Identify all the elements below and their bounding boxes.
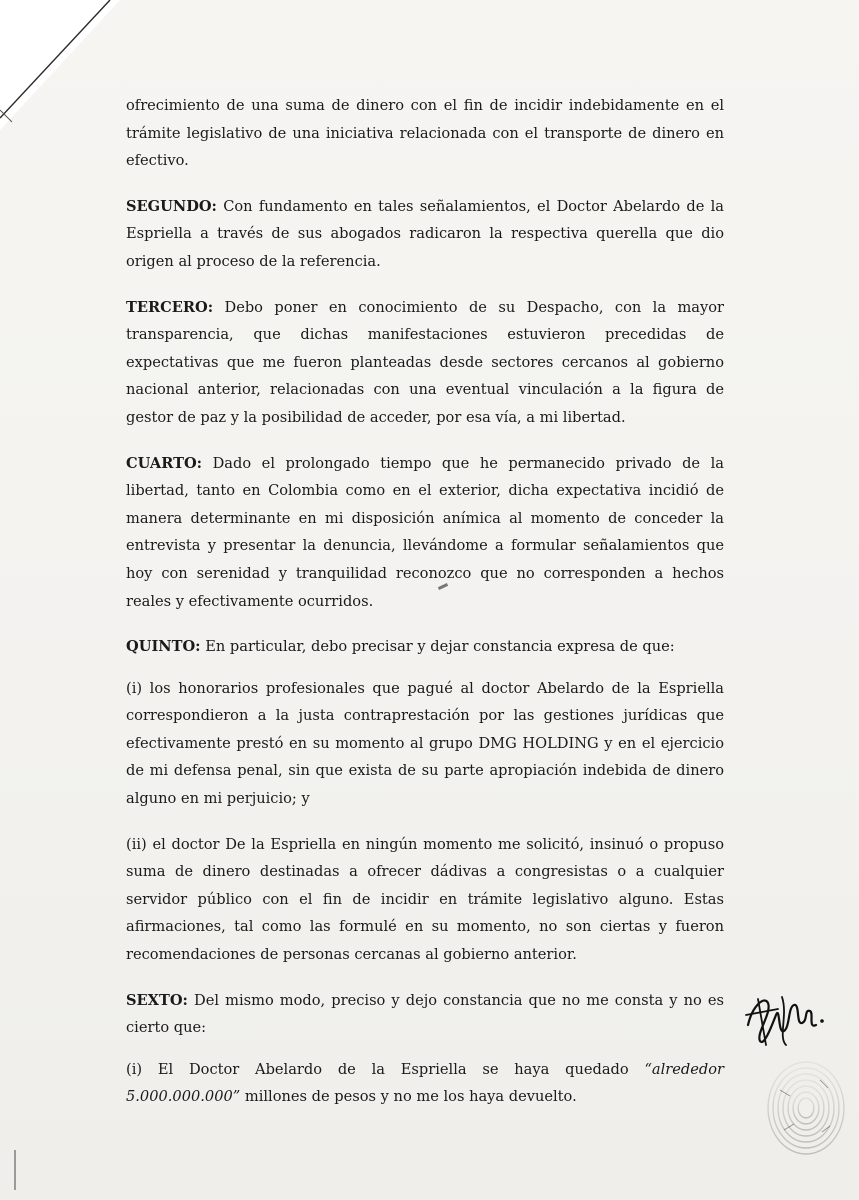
paragraph-text: (ii) el doctor De la Espriella en ningún momento me solicitó, insinuó o propuso suma de dinero destinadas a ofrecer dádivas a congresistas o a cualquier servidor público con el fin de incidir en trámite legislativo alguno. Estas afirmaciones, tal como las formulé en su momento, no son ciertas y fueron recomendaciones de personas cercanas al gobierno anterior. [126, 835, 724, 964]
paragraph-heading: TERCERO: [126, 298, 214, 316]
paragraph-segundo [126, 193, 724, 276]
paragraph-text: Del mismo modo, preciso y dejo constancia que no me consta y no es cierto que: [126, 991, 724, 1037]
quoted-amount: “alrededor 5.000.000.000” [126, 1060, 724, 1106]
paragraph-text: millones de pesos y no me los haya devuelto. [240, 1088, 577, 1106]
paragraph-continuation [126, 92, 724, 175]
paragraph-heading: CUARTO: [126, 454, 203, 472]
paragraph-text: (i) los honorarios profesionales que pagué al doctor Abelardo de la Espriella correspondieron a la justa contraprestación por las gestiones jurídicas que efectivamente prestó en su momento al grupo DMG HOLDING y en el ejercicio de mi defensa penal, sin que exista de su parte apropiación indebida de dinero alguno en mi perjuicio; y [126, 679, 724, 808]
list-item-ii [126, 831, 724, 969]
paragraph-text: ofrecimiento de una suma de dinero con el fin de incidir indebidamente en el trámite legislativo de una iniciativa relacionada con el transporte de dinero en efectivo. [126, 97, 724, 170]
paragraph-text: Dado el prolongado tiempo que he permanecido privado de la libertad, tanto en Colombia como en el exterior, dicha expectativa incidió de manera determinante en mi disposición anímica al momento de conceder la entrevista y presentar la denuncia, llevándome a formular señalamientos que hoy con serenidad y tranquilidad reconozco que no corresponden a hechos reales y efectivamente ocurridos. [126, 454, 724, 610]
paragraph-text: (i) El Doctor Abelardo de la Espriella se haya quedado [126, 1060, 645, 1078]
paragraph-heading: SEGUNDO: [126, 197, 217, 215]
paragraph-text: Debo poner en conocimiento de su Despacho, con la mayor transparencia, que dichas manifestaciones estuvieron precedidas de expectativas que me fueron planteadas desde sectores cercanos al gobierno nacional anterior, relacionadas con una eventual vinculación a la figura de gestor de paz y la posibilidad de acceder, por esa vía, a mi libertad. [126, 298, 724, 426]
document-body [126, 92, 724, 1129]
paragraph-text: En particular, debo precisar y dejar constancia expresa de que: [200, 638, 675, 656]
page-edge-mark [14, 1150, 16, 1190]
sexto-list-item-i [126, 1056, 724, 1111]
paragraph-quinto [126, 633, 724, 661]
paragraph-heading: QUINTO: [126, 638, 201, 656]
paragraph-text: Con fundamento en tales señalamientos, el Doctor Abelardo de la Espriella a través de sus abogados radicaron la respectiva querella que dio origen al proceso de la referencia. [126, 197, 724, 270]
paragraph-tercero [126, 294, 724, 432]
fingerprint-icon [760, 1050, 852, 1160]
paragraph-cuarto [126, 450, 724, 616]
list-item-i [126, 675, 724, 813]
signature-icon [738, 985, 828, 1055]
page-corner-fold [0, 0, 120, 130]
paragraph-sexto [126, 987, 724, 1042]
paragraph-heading: SEXTO: [126, 991, 188, 1009]
